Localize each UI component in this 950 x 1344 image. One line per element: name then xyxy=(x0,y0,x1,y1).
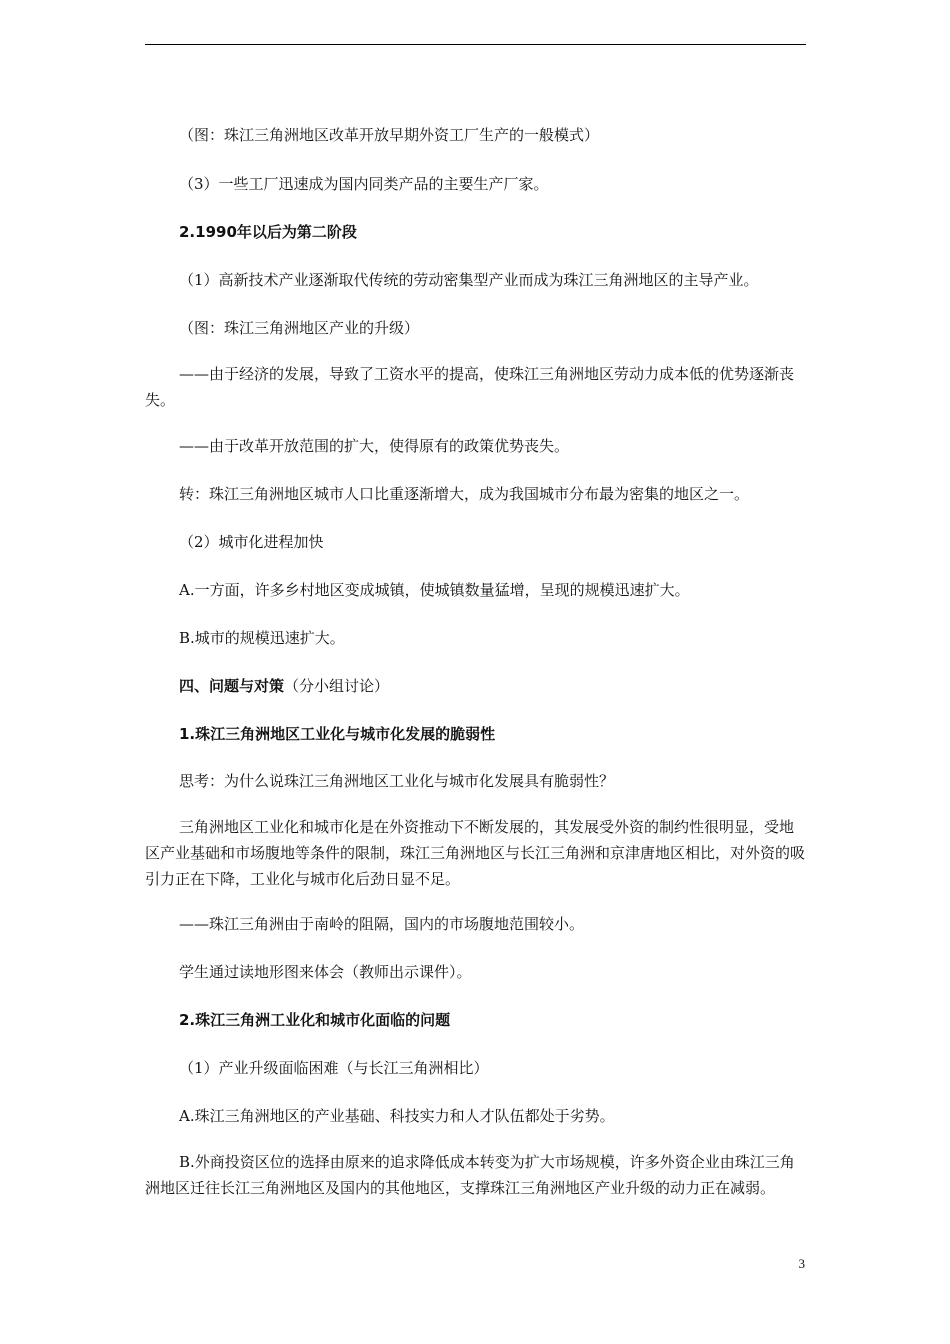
section-heading-problems xyxy=(145,673,806,699)
paragraph-wage: ——由于经济的发展，导致了工资水平的提高，使珠江三角洲地区劳动力成本低的优势逐渐丧失。 xyxy=(145,365,795,409)
paragraph-question: 思考：为什么说珠江三角洲地区工业化与城市化发展具有脆弱性？ xyxy=(179,772,615,790)
paragraph-high-tech: （1）高新技术产业逐渐取代传统的劳动密集型产业而成为珠江三角洲地区的主导产业。 xyxy=(179,271,759,289)
page-number: 3 xyxy=(798,1256,805,1271)
section-heading-title: 四、问题与对策 xyxy=(179,677,285,695)
paragraph-explanation: 三角洲地区工业化和城市化是在外资推动下不断发展的，其发展受外资的制约性很明显，受地区产业基础和市场腹地等条件的限制，珠江三角洲地区与长江三角洲和京津唐地区相比，对外资的吸引力正在下降，工业化与城市化后劲日显不足。 xyxy=(145,818,806,888)
paragraph-policy: ——由于改革开放范围的扩大，使得原有的政策优势丧失。 xyxy=(179,437,570,455)
heading-fragility: 1.珠江三角洲地区工业化与城市化发展的脆弱性 xyxy=(179,725,496,743)
paragraph-item-b: B.城市的规模迅速扩大。 xyxy=(179,629,345,647)
heading-problems-faced: 2.珠江三角洲工业化和城市化面临的问题 xyxy=(179,1011,451,1029)
paragraph-urbanization: （2）城市化进程加快 xyxy=(179,533,324,551)
paragraph-transition: 转：珠江三角洲地区城市人口比重逐渐增大，成为我国城市分布最为密集的地区之一。 xyxy=(179,485,750,503)
paragraph-nanling: ——珠江三角洲由于南岭的阻隔，国内的市场腹地范围较小。 xyxy=(179,915,585,933)
caption-industry-upgrade: （图：珠江三角洲地区产业的升级） xyxy=(179,319,420,337)
caption-factory-model: （图：珠江三角洲地区改革开放早期外资工厂生产的一般模式） xyxy=(179,126,600,144)
paragraph-point-a: A.珠江三角洲地区的产业基础、科技实力和人才队伍都处于劣势。 xyxy=(179,1107,615,1125)
heading-stage-two: 2.1990年以后为第二阶段 xyxy=(179,223,357,241)
paragraph-factories: （3）一些工厂迅速成为国内同类产品的主要生产厂家。 xyxy=(179,175,549,193)
paragraph-students: 学生通过读地形图来体会（教师出示课件）。 xyxy=(179,963,472,981)
header-rule xyxy=(145,44,806,45)
paragraph-upgrade-difficulty: （1）产业升级面临困难（与长江三角洲相比） xyxy=(179,1059,489,1077)
paragraph-point-b: B.外商投资区位的选择由原来的追求降低成本转变为扩大市场规模，许多外资企业由珠江三角洲地区迁往长江三角洲地区及国内的其他地区，支撑珠江三角洲地区产业升级的动力正在减弱。 xyxy=(145,1153,795,1197)
paragraph-item-a: A.一方面，许多乡村地区变成城镇，使城镇数量猛增，呈现的规模迅速扩大。 xyxy=(179,581,690,599)
section-heading-note: （分小组讨论） xyxy=(284,677,390,695)
